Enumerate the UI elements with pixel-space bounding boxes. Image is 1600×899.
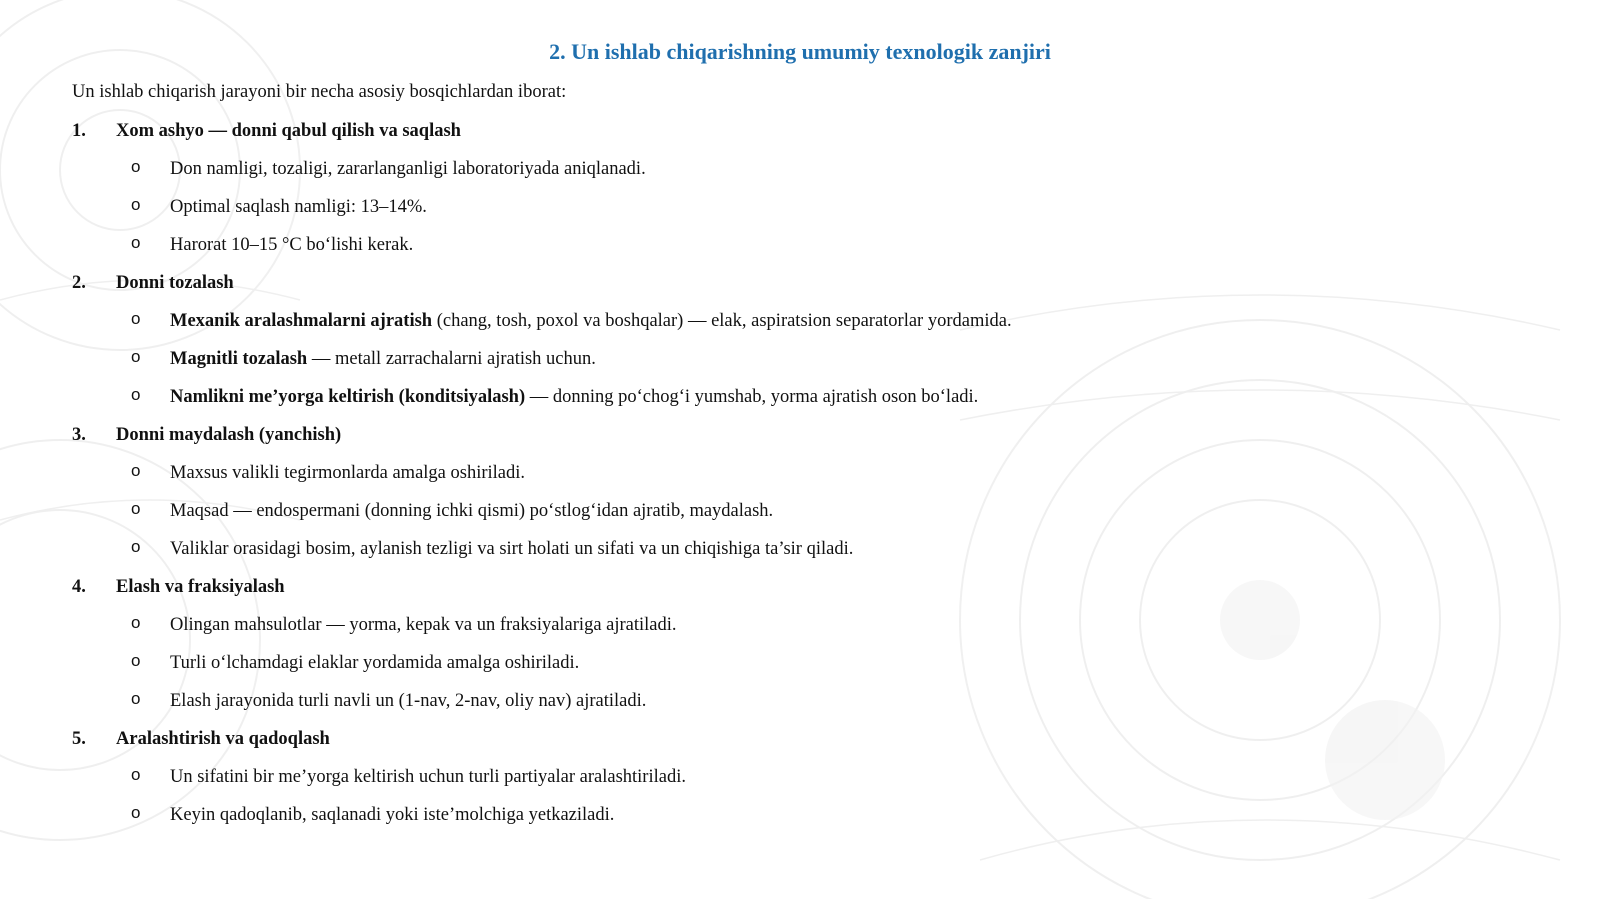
list-item-text: Valiklar orasidagi bosim, aylanish tezligi va sirt holati un sifati va un chiqishiga ta’sir qiladi.	[170, 539, 854, 559]
bullet-icon: o	[131, 689, 141, 708]
list-item-text	[170, 309, 1012, 333]
section-number: 1.	[72, 121, 86, 141]
section-number: 2.	[72, 273, 86, 293]
page-title: 2. Un ishlab chiqarishning umumiy texnologik zanjiri	[549, 39, 1051, 64]
bullet-icon: o	[131, 461, 141, 480]
bullet-icon: o	[131, 157, 141, 176]
bullet-icon: o	[131, 347, 141, 366]
list-item-bold: Magnitli tozalash	[170, 349, 308, 369]
bullet-icon: o	[131, 803, 141, 822]
list-item-text: Un sifatini bir me’yorga keltirish uchun turli partiyalar aralashtiriladi.	[170, 767, 686, 787]
section-title: Xom ashyo — donni qabul qilish va saqlash	[116, 121, 461, 141]
section-number: 3.	[72, 425, 86, 445]
bullet-icon: o	[131, 613, 141, 632]
list-item-text: Keyin qadoqlanib, saqlanadi yoki iste’molchiga yetkaziladi.	[170, 805, 615, 825]
list-item-text: Optimal saqlash namligi: 13–14%.	[170, 197, 427, 217]
list-item-bold: Mexanik aralashmalarni ajratish	[170, 311, 433, 331]
list-item-text: Maxsus valikli tegirmonlarda amalga oshiriladi.	[170, 463, 526, 483]
list-item-text: Don namligi, tozaligi, zararlanganligi laboratoriyada aniqlanadi.	[170, 159, 646, 179]
bullet-icon: o	[131, 765, 141, 784]
section-number: 4.	[72, 577, 86, 597]
section-title: Elash va fraksiyalash	[116, 577, 285, 597]
bullet-icon: o	[131, 385, 141, 404]
list-item-text	[170, 347, 596, 371]
section-title: Donni tozalash	[116, 273, 234, 293]
list-item-text: Olingan mahsulotlar — yorma, kepak va un fraksiyalariga ajratiladi.	[170, 615, 677, 635]
list-item-text: Turli o‘lchamdagi elaklar yordamida amalga oshiriladi.	[170, 653, 580, 673]
list-item-text: Harorat 10–15 °C bo‘lishi kerak.	[170, 235, 414, 255]
list-item-rest: (chang, tosh, poxol va boshqalar) — elak, aspiratsion separatorlar yordamida.	[432, 311, 1012, 331]
bullet-icon: o	[131, 499, 141, 518]
list-item-rest: — metall zarrachalarni ajratish uchun.	[307, 349, 596, 369]
section-title: Donni maydalash (yanchish)	[116, 425, 342, 445]
intro-text: Un ishlab chiqarish jarayoni bir necha asosiy bosqichlardan iborat:	[72, 82, 567, 102]
bullet-icon: o	[131, 195, 141, 214]
list-item-rest: — donning po‘chog‘i yumshab, yorma ajratish oson bo‘ladi.	[525, 387, 979, 407]
section-title: Aralashtirish va qadoqlash	[116, 729, 330, 749]
list-item-text: Maqsad — endospermani (donning ichki qismi) po‘stlog‘idan ajratib, maydalash.	[170, 501, 774, 521]
bullet-icon: o	[131, 309, 141, 328]
bullet-icon: o	[131, 233, 141, 252]
list-item-bold: Namlikni me’yorga keltirish (konditsiyalash)	[170, 387, 526, 407]
bullet-icon: o	[131, 537, 141, 556]
bullet-icon: o	[131, 651, 141, 670]
section-number: 5.	[72, 729, 86, 749]
list-item-text: Elash jarayonida turli navli un (1-nav, 2-nav, oliy nav) ajratiladi.	[170, 691, 647, 711]
list-item-text	[170, 385, 978, 409]
